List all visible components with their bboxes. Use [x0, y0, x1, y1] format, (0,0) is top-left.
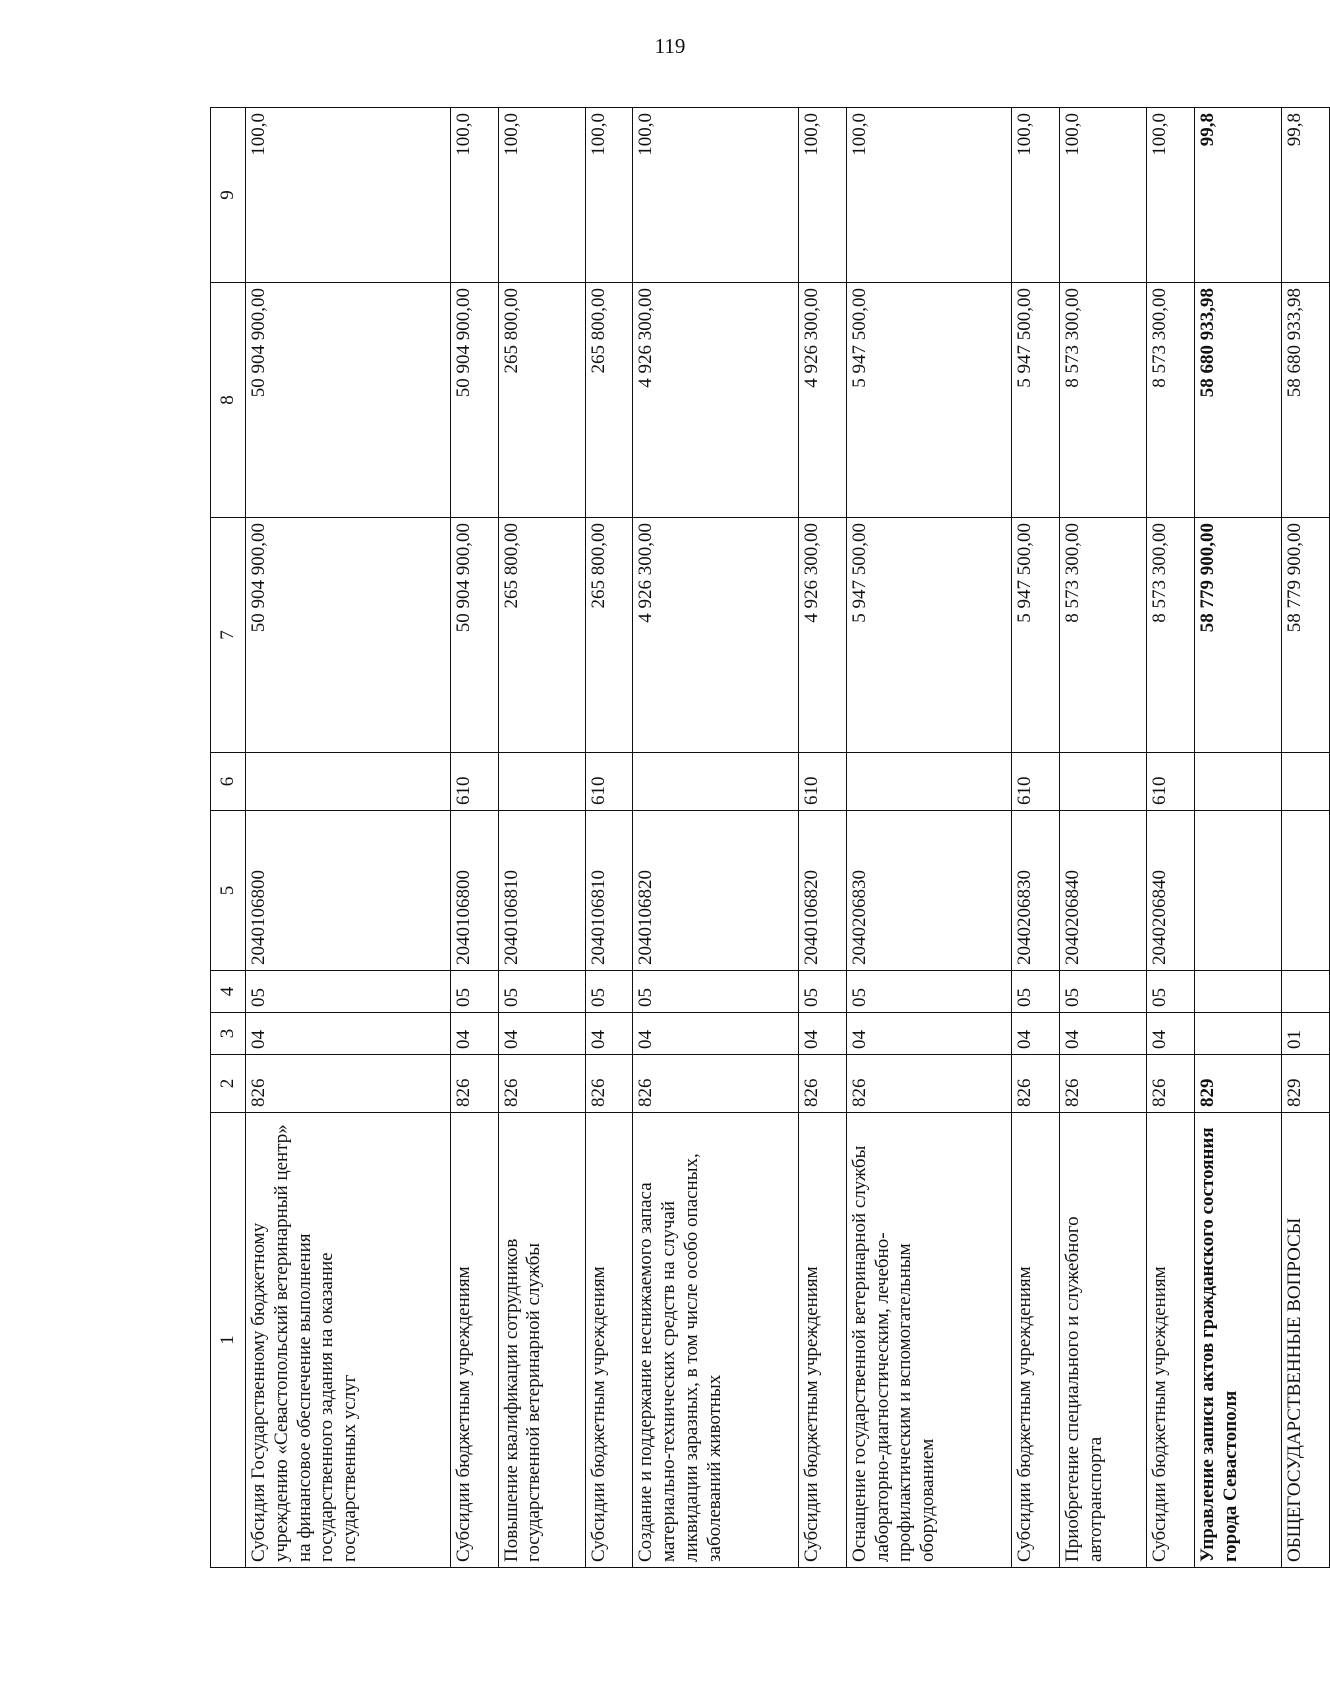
percent-cell: 100,0 — [246, 108, 451, 283]
item-name-cell: Субсидии бюджетным учреждениям — [450, 1113, 498, 1568]
section-cell: 04 — [798, 1013, 846, 1055]
grbs-cell: 826 — [1012, 1055, 1060, 1113]
executed-amount-cell: 8 573 300,00 — [1147, 283, 1195, 518]
target-article-cell: 2040106820 — [633, 811, 799, 971]
target-article-cell: 2040206840 — [1147, 811, 1195, 971]
subsection-cell: 05 — [498, 971, 585, 1013]
subsection-cell: 05 — [585, 971, 633, 1013]
section-cell: 04 — [1060, 1013, 1147, 1055]
percent-cell: 100,0 — [1060, 108, 1147, 283]
approved-amount-cell: 58 779 900,00 — [1195, 518, 1282, 753]
approved-amount-cell: 265 800,00 — [498, 518, 585, 753]
approved-amount-cell: 5 947 500,00 — [1012, 518, 1060, 753]
expense-type-cell: 610 — [1012, 753, 1060, 811]
item-name-cell: Оснащение государственной ветеринарной службы лабораторно-диагностическим, лечебно-профилактическим и вспомогательным оборудованием — [846, 1113, 1012, 1568]
expense-type-cell — [633, 753, 799, 811]
approved-amount-cell: 8 573 300,00 — [1147, 518, 1195, 753]
subsection-cell: 05 — [1147, 971, 1195, 1013]
executed-amount-cell: 4 926 300,00 — [633, 283, 799, 518]
item-name-cell: Субсидия Государственному бюджетному учреждению «Севастопольский ветеринарный центр» на финансовое обеспечение выполнения государственного задания на оказание государственных услуг — [246, 1113, 451, 1568]
executed-amount-cell: 265 800,00 — [585, 283, 633, 518]
percent-cell: 100,0 — [798, 108, 846, 283]
percent-cell: 100,0 — [846, 108, 1012, 283]
target-article-cell: 2040106820 — [798, 811, 846, 971]
subsection-cell — [1195, 971, 1282, 1013]
section-cell: 04 — [498, 1013, 585, 1055]
header-cell: 5 — [211, 811, 246, 971]
table-row — [1060, 108, 1147, 1568]
section-cell: 04 — [450, 1013, 498, 1055]
subsection-cell — [1282, 971, 1330, 1013]
target-article-cell: 2040206840 — [1060, 811, 1147, 971]
table-row — [1147, 108, 1195, 1568]
approved-amount-cell: 265 800,00 — [585, 518, 633, 753]
table-row — [1195, 108, 1282, 1568]
table-row — [633, 108, 799, 1568]
grbs-cell: 826 — [450, 1055, 498, 1113]
grbs-cell: 826 — [1060, 1055, 1147, 1113]
page-number: 119 — [654, 34, 686, 58]
table-row — [846, 108, 1012, 1568]
executed-amount-cell: 58 680 933,98 — [1282, 283, 1330, 518]
grbs-cell: 826 — [798, 1055, 846, 1113]
executed-amount-cell: 8 573 300,00 — [1060, 283, 1147, 518]
executed-amount-cell: 4 926 300,00 — [798, 283, 846, 518]
expense-type-cell: 610 — [450, 753, 498, 811]
item-name-cell: Субсидии бюджетным учреждениям — [1012, 1113, 1060, 1568]
expense-type-cell: 610 — [1147, 753, 1195, 811]
subsection-cell: 05 — [450, 971, 498, 1013]
target-article-cell: 2040206830 — [846, 811, 1012, 971]
item-name-cell: Повышение квалификации сотрудников государственной ветеринарной службы — [498, 1113, 585, 1568]
header-cell: 3 — [211, 1013, 246, 1055]
section-cell — [1195, 1013, 1282, 1055]
item-name-cell: Субсидии бюджетным учреждениям — [1147, 1113, 1195, 1568]
expense-type-cell — [1282, 753, 1330, 811]
executed-amount-cell: 5 947 500,00 — [1012, 283, 1060, 518]
percent-cell: 100,0 — [498, 108, 585, 283]
item-name-cell: Субсидии бюджетным учреждениям — [798, 1113, 846, 1568]
header-cell: 9 — [211, 108, 246, 283]
grbs-cell: 826 — [585, 1055, 633, 1113]
executed-amount-cell: 265 800,00 — [498, 283, 585, 518]
percent-cell: 100,0 — [585, 108, 633, 283]
header-cell: 1 — [211, 1113, 246, 1568]
header-cell: 7 — [211, 518, 246, 753]
grbs-cell: 826 — [846, 1055, 1012, 1113]
table-row — [1282, 108, 1330, 1568]
header-cell: 2 — [211, 1055, 246, 1113]
percent-cell: 100,0 — [1147, 108, 1195, 283]
approved-amount-cell: 50 904 900,00 — [450, 518, 498, 753]
executed-amount-cell: 5 947 500,00 — [846, 283, 1012, 518]
subsection-cell: 05 — [633, 971, 799, 1013]
approved-amount-cell: 5 947 500,00 — [846, 518, 1012, 753]
table-row — [498, 108, 585, 1568]
executed-amount-cell: 50 904 900,00 — [450, 283, 498, 518]
table-row — [798, 108, 846, 1568]
approved-amount-cell: 50 904 900,00 — [246, 518, 451, 753]
expense-type-cell — [246, 753, 451, 811]
approved-amount-cell: 8 573 300,00 — [1060, 518, 1147, 753]
target-article-cell — [1282, 811, 1330, 971]
grbs-cell: 826 — [246, 1055, 451, 1113]
subsection-cell: 05 — [798, 971, 846, 1013]
item-name-cell: ОБЩЕГОСУДАРСТВЕННЫЕ ВОПРОСЫ — [1282, 1113, 1330, 1568]
table-row — [585, 108, 633, 1568]
item-name-cell: Субсидии бюджетным учреждениям — [585, 1113, 633, 1568]
percent-cell: 99,8 — [1282, 108, 1330, 283]
target-article-cell: 2040106810 — [498, 811, 585, 971]
grbs-cell: 826 — [498, 1055, 585, 1113]
approved-amount-cell: 58 779 900,00 — [1282, 518, 1330, 753]
section-cell: 04 — [246, 1013, 451, 1055]
item-name-cell: Приобретение специального и служебного автотранспорта — [1060, 1113, 1147, 1568]
percent-cell: 100,0 — [1012, 108, 1060, 283]
expense-type-cell — [846, 753, 1012, 811]
expense-type-cell — [1060, 753, 1147, 811]
grbs-cell: 826 — [1147, 1055, 1195, 1113]
expense-type-cell — [498, 753, 585, 811]
budget-table — [210, 107, 1330, 1568]
subsection-cell: 05 — [246, 971, 451, 1013]
executed-amount-cell: 58 680 933,98 — [1195, 283, 1282, 518]
target-article-cell: 2040106810 — [585, 811, 633, 971]
target-article-cell — [1195, 811, 1282, 971]
table-row — [450, 108, 498, 1568]
header-cell: 6 — [211, 753, 246, 811]
section-cell: 04 — [846, 1013, 1012, 1055]
expense-type-cell — [1195, 753, 1282, 811]
expense-type-cell: 610 — [798, 753, 846, 811]
approved-amount-cell: 4 926 300,00 — [798, 518, 846, 753]
subsection-cell: 05 — [846, 971, 1012, 1013]
target-article-cell: 2040206830 — [1012, 811, 1060, 971]
expense-type-cell: 610 — [585, 753, 633, 811]
table-row — [1012, 108, 1060, 1568]
executed-amount-cell: 50 904 900,00 — [246, 283, 451, 518]
header-cell: 4 — [211, 971, 246, 1013]
percent-cell: 100,0 — [633, 108, 799, 283]
section-cell: 04 — [1012, 1013, 1060, 1055]
header-row — [211, 108, 246, 1568]
approved-amount-cell: 4 926 300,00 — [633, 518, 799, 753]
subsection-cell: 05 — [1060, 971, 1147, 1013]
table-row — [246, 108, 451, 1568]
item-name-cell: Создание и поддержание неснижаемого запаса материально-технических средств на случай ликвидации заразных, в том числе особо опасных, заболеваний животных — [633, 1113, 799, 1568]
grbs-cell: 829 — [1195, 1055, 1282, 1113]
percent-cell: 100,0 — [450, 108, 498, 283]
table-body — [246, 108, 1330, 1568]
target-article-cell: 2040106800 — [246, 811, 451, 971]
target-article-cell: 2040106800 — [450, 811, 498, 971]
grbs-cell: 829 — [1282, 1055, 1330, 1113]
grbs-cell: 826 — [633, 1055, 799, 1113]
section-cell: 04 — [585, 1013, 633, 1055]
header-cell: 8 — [211, 283, 246, 518]
section-cell: 04 — [633, 1013, 799, 1055]
percent-cell: 99,8 — [1195, 108, 1282, 283]
rotated-table-wrapper — [210, 108, 1330, 1568]
item-name-cell: Управление записи актов гражданского состояния города Севастополя — [1195, 1113, 1282, 1568]
section-cell: 04 — [1147, 1013, 1195, 1055]
subsection-cell: 05 — [1012, 971, 1060, 1013]
section-cell: 01 — [1282, 1013, 1330, 1055]
